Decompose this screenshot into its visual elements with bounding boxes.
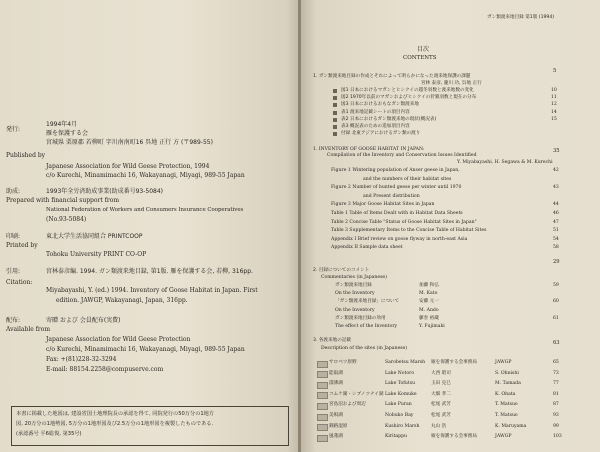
en-figure-item: Figure 1 Wintering population of Anser geese in Japan, <box>331 168 460 173</box>
notice-line-3: (承認番号 平6総復, 第35号) <box>16 431 82 437</box>
commentary-title: ガン類渡来地目録の効用 <box>335 315 386 321</box>
list-bullet <box>333 96 337 100</box>
site-name-jp: 能取湖 <box>329 370 343 376</box>
commentary-title: On the Inventory <box>335 307 375 313</box>
section-1-subtitle-en: Compilation of the Inventory and Conservation Issues Identified <box>327 153 477 158</box>
site-name-en: Sarobetsu Marsh <box>385 360 426 365</box>
printer-en: Tohoku University PRINT CO-OP <box>46 251 147 258</box>
map-permission-notice <box>11 406 289 446</box>
citation-label-jp: 引用: <box>6 268 21 275</box>
en-figure-page: 43 <box>553 185 559 191</box>
site-name-jp: 濤沸湖 <box>329 381 343 387</box>
jp-figure-page: 15 <box>551 116 557 122</box>
citation-jp: 宮林泰彦編. 1994. ガン類渡来地目録, 第1版. 雁を保護する会, 若柳, 316pp. <box>46 268 253 275</box>
section-3-title-en: Description of the sites (in Japanese) <box>321 346 408 351</box>
en-figure-item: Appendix I Brief review on goose flyway in north-east Asia <box>331 236 468 242</box>
list-bullet <box>333 118 337 122</box>
published-by: Published by <box>6 152 46 159</box>
issuer-address-jp: 宮城県 栗原郡 若柳町 字川南南町16 呉地 正行 方 (〒989-55) <box>46 139 213 146</box>
site-page: 93 <box>553 413 559 418</box>
region-marker <box>317 403 328 410</box>
site-author-en: T. Matsuo <box>495 413 518 418</box>
distribution-line-2: c/o Kurechi, Minamimachi 16, Wakayanagi, Miyagi, 989-55 Japan <box>46 346 245 353</box>
site-author-jp: 大畑 孝二 <box>431 391 451 397</box>
region-marker <box>317 414 328 421</box>
citation-en-line-2: edition. JAWGP, Wakayanagi, Japan, 316pp. <box>56 297 188 304</box>
site-page: 99 <box>553 423 559 429</box>
en-figure-item: Table 2 Concise Table "Status of Goose Habitat Sites in Japan" <box>331 219 477 225</box>
en-figure-page: 44 <box>553 202 559 208</box>
grant-jp: 1993年全労済助成事業(助成番号93-5084) <box>46 188 164 195</box>
commentary-page: 61 <box>553 315 559 321</box>
commentary-title: On the Inventory <box>335 291 375 297</box>
site-author-en: K. Maruyama <box>495 423 527 429</box>
commentary-page: 60 <box>553 299 559 305</box>
page-number-5: 5 <box>553 68 557 74</box>
section-3-title-jp: 3. 各渡来地の記載 <box>313 338 352 343</box>
site-author-en: T. Matsuo <box>495 402 518 408</box>
site-author-jp: 雁を保護する会事務局 <box>431 434 477 440</box>
region-marker <box>317 392 328 399</box>
section-1-authors-en: Y. Miyabayashi, H. Segawa & M. Kurechi <box>457 160 553 165</box>
site-page: 77 <box>553 381 559 387</box>
grant-label: 助成: <box>6 188 21 195</box>
contents-page <box>301 0 600 452</box>
jp-figure-page: 11 <box>551 95 557 101</box>
site-author-jp: 丸山 浩 <box>431 423 447 429</box>
en-figure-item: Figure 2 Number of hunted geese per winter until 1970 <box>331 185 462 191</box>
grant-en-line-3: (No.93-5084) <box>46 216 87 223</box>
page-number-35: 35 <box>553 148 560 154</box>
page-number-29: 29 <box>553 259 560 265</box>
region-marker <box>317 424 328 431</box>
distribution-jp: 寄贈 および 会員配布(実費) <box>46 317 121 324</box>
jp-figure-item: 表3 概況表のための追加項目内容 <box>341 124 410 129</box>
en-figure-page: 51 <box>553 228 559 234</box>
jp-figure-page: 14 <box>551 109 557 115</box>
site-name-jp: コムケ湖・シブノツナイ湖 <box>329 391 384 397</box>
site-author-jp: 松尾 武芳 <box>431 402 451 408</box>
distribution-line-1: Japanese Association for Wild Geese Protection <box>46 336 191 343</box>
publisher-line-1: Japanese Association for Wild Geese Protection, 1994 <box>46 163 210 170</box>
printed-by: Printed by <box>6 242 38 249</box>
toc-title-jp: 目次 <box>417 46 430 53</box>
region-marker <box>317 435 328 442</box>
list-bullet <box>333 132 337 136</box>
site-author-en: JAWGP <box>495 434 512 440</box>
available-from: Available from <box>6 326 51 333</box>
en-figure-item: Figure 3 Major Goose Habitat Sites in Japan <box>331 202 435 208</box>
list-bullet <box>333 103 337 107</box>
en-figure-page: 42 <box>553 168 559 173</box>
jp-figure-item: 付録 北東アジアにおけるガン類の渡り <box>341 131 421 137</box>
jp-figure-page: 12 <box>551 102 557 108</box>
jp-figure-item: 表2 日本におけるガン類渡来地の現状(概況表) <box>341 116 437 122</box>
distribution-label: 配布: <box>6 317 21 324</box>
site-name-en: Lake Puran <box>385 402 412 408</box>
site-author-en: M. Tamada <box>495 381 521 387</box>
jp-figure-page: 10 <box>551 88 557 93</box>
section-1-title-jp: 1. ガン類渡来地目録の作成とそれによって明らかになった渡来地保護の課題 <box>313 74 471 79</box>
site-name-jp: 釧路湿原 <box>329 423 348 429</box>
issuer-jp: 雁を保護する会 <box>46 130 89 137</box>
site-name-en: Lake Tofutsu <box>385 381 416 387</box>
site-author-en: S. Ohnishi <box>495 370 519 376</box>
publisher-line-2: c/o Kurechi, Minamimachi 16, Wakayanagi, Miyagi, 989-55 Japan <box>46 172 245 179</box>
en-figure-page: 58 <box>553 245 559 251</box>
site-name-jp: 美唄湖 <box>329 413 343 418</box>
site-name-en: Nobuko Bay <box>385 413 414 418</box>
site-author-en: K. Ohata <box>495 391 516 397</box>
jp-figure-item: 図3 日本におけるおもなガン類渡来地 <box>341 102 419 108</box>
en-figure-item: and the numbers of their habitat sites <box>363 176 452 182</box>
en-figure-item: Table 3 Supplementary Items to the Concise Table of Habitat Sites <box>331 228 487 234</box>
en-figure-page: 47 <box>553 219 559 225</box>
commentary-title: ガン類渡来地目録 <box>335 283 372 288</box>
running-header: ガン類渡来地目録 第1版 (1994) <box>487 15 555 20</box>
site-name-en: Kushiro Marsh <box>385 423 420 429</box>
list-bullet <box>333 125 337 129</box>
site-name-jp: サロベツ原野 <box>329 360 357 365</box>
jp-figure-item: 表1 渡来地記載シートの項目内容 <box>341 109 410 115</box>
list-bullet <box>333 89 337 93</box>
commentary-author: Y. Fujimaki <box>419 324 445 329</box>
site-name-jp: 宮島沼および周辺 <box>329 402 366 408</box>
site-author-jp: 大西 昭司 <box>431 370 451 376</box>
grant-en-line-1: Prepared with financial support from <box>6 197 120 204</box>
site-name-jp: 風蓮湖 <box>329 434 343 440</box>
site-page: 103 <box>553 434 562 440</box>
printer-jp: 東北大学生活協同組合 PRINTCOOP <box>46 233 143 240</box>
jp-figure-item: 図1 日本におけるマガンとヒシクイの越冬羽数と渡来地数の変化 <box>341 88 474 93</box>
commentary-author: 藤巻 裕蔵 <box>419 315 439 321</box>
commentary-author: M. Ando <box>419 307 439 313</box>
colophon-page <box>0 0 299 452</box>
site-page: 87 <box>553 402 559 408</box>
commentary-author: 安藤 元一 <box>419 299 439 305</box>
site-author-jp: 雁を保護する会事務局 <box>431 360 477 365</box>
site-author-jp: 松尾 武芳 <box>431 413 451 418</box>
site-page: 81 <box>553 391 559 397</box>
section-1-authors-jp: 宮林 泰彦, 瀧川 功, 呉地 正行 <box>421 81 482 86</box>
issued-label: 発行: <box>6 126 21 133</box>
section-2-title-en: Commentaries (in Japanese) <box>321 275 387 280</box>
list-bullet <box>333 111 337 115</box>
citation-en-line-1: Miyabayashi, Y. (ed.) 1994. Inventory of Goose Habitat in Japan. First <box>46 287 258 294</box>
section-2-title-jp: 2. 目録についてのコメント <box>313 268 370 273</box>
site-author-en: JAWGP <box>495 360 512 365</box>
en-figure-page: 46 <box>553 211 559 216</box>
en-figure-item: and Present distribution <box>363 193 420 199</box>
distribution-line-3: Fax: +(81)228-32-3294 <box>46 356 117 363</box>
citation-label-en: Citation: <box>6 279 33 286</box>
region-marker <box>317 371 328 378</box>
distribution-line-4: E-mail: 88154.2258@compuserve.com <box>46 366 164 373</box>
issued-date: 1994年4月 <box>46 121 78 128</box>
commentary-page: 59 <box>553 283 559 288</box>
commentary-title: 「ガン類渡来地目録」について <box>335 299 400 305</box>
site-page: 73 <box>553 370 559 376</box>
toc-title-en: CONTENTS <box>403 55 437 61</box>
en-figure-item: Table 1 Table of Items Dealt with in Habitat Data Sheets <box>331 211 463 216</box>
commentary-title: The effect of the Inventory <box>335 324 398 329</box>
en-figure-item: Appendix II Sample data sheet <box>331 245 403 251</box>
site-author-jp: 玉田 克巳 <box>431 381 451 387</box>
page-number-63: 63 <box>553 340 560 346</box>
print-label: 印刷: <box>6 233 21 240</box>
region-marker <box>317 361 328 368</box>
grant-en-line-2: National Federation of Workers and Consumers Insurance Cooperatives <box>46 207 244 213</box>
jp-figure-item: 図2 1970年以前のマガンおよびヒシクイの狩猟羽数と現在の分布 <box>341 95 477 101</box>
section-1-title-en: 1. INVENTORY OF GOOSE HABITAT IN JAPAN: <box>313 147 425 152</box>
commentary-author: M. Kato <box>419 291 438 297</box>
commentary-author: 加藤 和弘 <box>419 283 439 288</box>
notice-line-1: 本書に掲載した地図は, 建設省国土地理院長の承認を得て, 同院発行の50万分の1地方 <box>16 411 215 417</box>
notice-line-2: 図, 20万分の1地勢図, 5万分の1地形図及び2.5万分の1地形図を複製したものである. <box>16 421 214 427</box>
site-name-en: Lake Komuke <box>385 391 417 397</box>
region-marker <box>317 382 328 389</box>
en-figure-page: 54 <box>553 236 559 242</box>
site-page: 65 <box>553 360 559 365</box>
site-name-en: Kiritappu <box>385 434 407 440</box>
site-name-en: Lake Notoro <box>385 370 415 376</box>
